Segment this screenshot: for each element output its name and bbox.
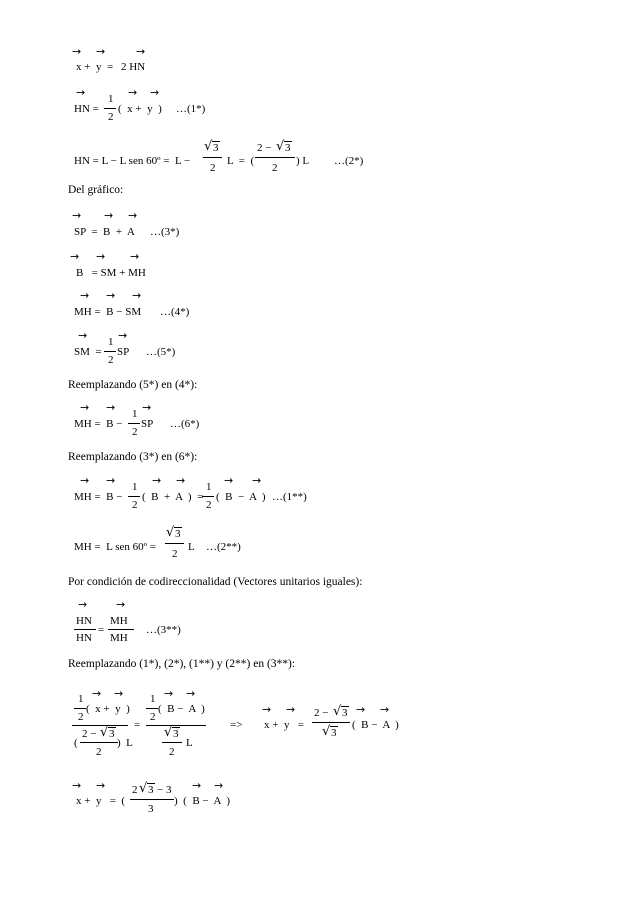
equation-label: …(1**) [272,491,307,503]
equation-text: ( x + y ) [118,103,162,115]
equation-text: L = ( [227,155,255,167]
equation-text: SP [141,418,154,430]
equation-10 [0,524,638,564]
equation-text: L [186,737,193,749]
fraction-denominator: 2 [108,111,114,123]
vector-arrow: → [356,703,366,716]
fraction-denominator: 2 [96,746,102,758]
equation-3 [0,138,638,178]
fraction-denominator: 2 [132,426,138,438]
equation-text: x + y = ( [76,795,126,807]
sqrt-sign: √ [322,724,331,739]
equation-13 [0,776,638,826]
equation-label: …(4*) [160,306,190,318]
vector-arrow: → [76,86,86,99]
vector-arrow: → [80,289,90,302]
equation-text: ( B − A ) [158,703,205,715]
equation-11 [0,596,638,644]
vector-arrow: → [224,474,234,487]
equation-1 [0,40,638,80]
equation-6 [0,286,638,326]
fraction-bar [104,108,116,109]
radicand: 3 [342,707,348,719]
equation-text: x + y = [264,719,304,731]
vector-arrow: → [114,687,124,700]
fraction-numerator: 1 [206,481,212,493]
vector-arrow: → [78,329,88,342]
vector-arrow: → [104,209,114,222]
fraction-bar [203,157,222,158]
equation-label: …(3*) [150,226,180,238]
equation-text: ) ( B − A ) [174,795,231,807]
equation-9 [0,471,638,511]
equation-text: ( B − A ) [352,719,399,731]
equation-5 [0,247,638,287]
sqrt-sign: √ [333,704,342,719]
equation-7 [0,326,638,366]
vector-arrow: → [152,474,162,487]
vector-arrow: → [132,289,142,302]
equation-label: …(2*) [334,155,364,167]
fraction-bar [130,799,174,800]
vector-arrow: → [80,401,90,414]
vector-arrow: → [118,329,128,342]
fraction-numerator: 1 [132,481,138,493]
heading-reemplazando-final: Reemplazando (1*), (2*), (1**) y (2**) en (3**): [68,658,296,670]
vector-arrow: → [192,779,202,792]
sqrt-sign: √ [139,781,148,796]
fraction-numerator: 1 [108,93,114,105]
sqrt-sign: √ [164,725,173,740]
vector-arrow: → [106,401,116,414]
vector-arrow: → [70,250,80,263]
fraction-denominator: 2 [150,711,156,723]
equation-label: …(3**) [146,624,181,636]
radicand: 3 [109,728,115,740]
equation-2 [0,84,638,124]
equation-label: …(5*) [146,346,176,358]
vector-arrow: → [96,779,106,792]
fraction-numerator: HN [76,615,92,627]
sqrt-sign: √ [276,139,285,154]
fraction-bar [165,543,184,544]
radicand: 3 [331,727,337,739]
fraction-bar [74,708,86,709]
heading-codireccionalidad: Por condición de codireccionalidad (Vectores unitarios iguales): [68,576,363,588]
vector-arrow: → [176,474,186,487]
equation-text: HN = L − L sen 60º = L − [74,155,191,167]
fraction-denominator: 2 [206,499,212,511]
radicand: 3 [175,528,181,540]
vector-arrow: → [72,209,82,222]
vector-arrow: → [130,250,140,263]
vector-arrow: → [164,687,174,700]
vector-arrow: → [286,703,296,716]
fraction-numerator: − 3 [157,784,172,796]
equation-text: ( B − A ) [216,491,266,503]
equation-8 [0,398,638,438]
vector-arrow: → [150,86,160,99]
fraction-denominator: 2 [132,499,138,511]
equation-text: MH = B − SM [74,306,142,318]
equation-text: MH = B − [74,418,123,430]
fraction-denominator: 2 [210,162,216,174]
heading-del-grafico: Del gráfico: [68,184,124,196]
equation-4 [0,206,638,246]
fraction-numerator: 1 [150,693,156,705]
equation-text: ) L [117,737,133,749]
fraction-denominator: 2 [272,162,278,174]
vector-arrow: → [78,598,88,611]
vector-arrow: → [136,45,146,58]
equation-text: HN = [74,103,99,115]
fraction-bar [128,496,140,497]
fraction-numerator: 1 [132,408,138,420]
vector-arrow: → [106,474,116,487]
fraction-denominator: 2 [172,548,178,560]
fraction-numerator: 1 [78,693,84,705]
radicand: 3 [285,142,291,154]
equation-text: L [188,541,195,553]
vector-arrow: → [96,250,106,263]
sqrt-sign: √ [166,525,175,540]
sqrt-sign: √ [204,139,213,154]
vector-arrow: → [72,45,82,58]
vector-arrow: → [116,598,126,611]
fraction-numerator: 1 [108,336,114,348]
equation-text: = [134,719,141,731]
fraction-numerator: 2 − [314,707,329,719]
vector-arrow: → [214,779,224,792]
equation-text: MH = B − [74,491,123,503]
vector-arrow: → [106,289,116,302]
equation-text: MH = L sen 60º = [74,541,157,553]
fraction-bar [108,629,134,630]
equation-text: SP = B + A [74,226,135,238]
vector-arrow: → [128,86,138,99]
vector-arrow: → [96,45,106,58]
fraction-denominator: 2 [169,746,175,758]
implies-symbol: => [230,719,243,731]
vector-arrow: → [72,779,82,792]
heading-reemplazando-5-4: Reemplazando (5*) en (4*): [68,379,198,391]
fraction-bar [255,157,295,158]
radicand: 3 [173,728,179,740]
equation-text: ) L [296,155,310,167]
fraction-bar [162,742,182,743]
equation-text: 2 HN [121,61,146,73]
equation-text: SP [117,346,130,358]
equation-text: ( B + A ) = [142,491,204,503]
equation-12 [0,684,638,774]
equation-text: B = SM + MH [76,267,146,279]
vector-arrow: → [252,474,262,487]
equation-text: = [98,624,105,636]
equation-text: ( x + y ) [86,703,130,715]
vector-arrow: → [380,703,390,716]
main-fraction-bar [146,725,206,726]
vector-arrow: → [142,401,152,414]
radicand: 3 [213,142,219,154]
vector-arrow: → [128,209,138,222]
sqrt-sign: √ [100,725,109,740]
fraction-bar [202,496,214,497]
fraction-bar [80,742,118,743]
fraction-numerator: 2 − [82,728,97,740]
fraction-bar [74,629,96,630]
heading-reemplazando-3-6: Reemplazando (3*) en (6*): [68,451,198,463]
fraction-bar [104,351,116,352]
fraction-denominator: 2 [108,354,114,366]
vector-arrow: → [262,703,272,716]
vector-arrow: → [186,687,196,700]
vector-arrow: → [92,687,102,700]
equation-label: …(1*) [176,103,206,115]
fraction-bar [146,708,158,709]
fraction-numerator: MH [110,615,128,627]
equation-text: x + y = [76,61,114,73]
equation-label: …(6*) [170,418,200,430]
radicand: 3 [148,784,154,796]
equation-text: ( [74,737,78,749]
equation-text: SM = [74,346,102,358]
fraction-bar [128,423,140,424]
fraction-bar [312,722,350,723]
fraction-denominator: MH [110,632,128,644]
vector-arrow: → [80,474,90,487]
fraction-numerator: 2 [132,784,138,796]
fraction-numerator: 2 − [257,142,272,154]
fraction-denominator: 3 [148,803,154,815]
equation-label: …(2**) [206,541,241,553]
fraction-denominator: HN [76,632,92,644]
fraction-denominator: 2 [78,711,84,723]
